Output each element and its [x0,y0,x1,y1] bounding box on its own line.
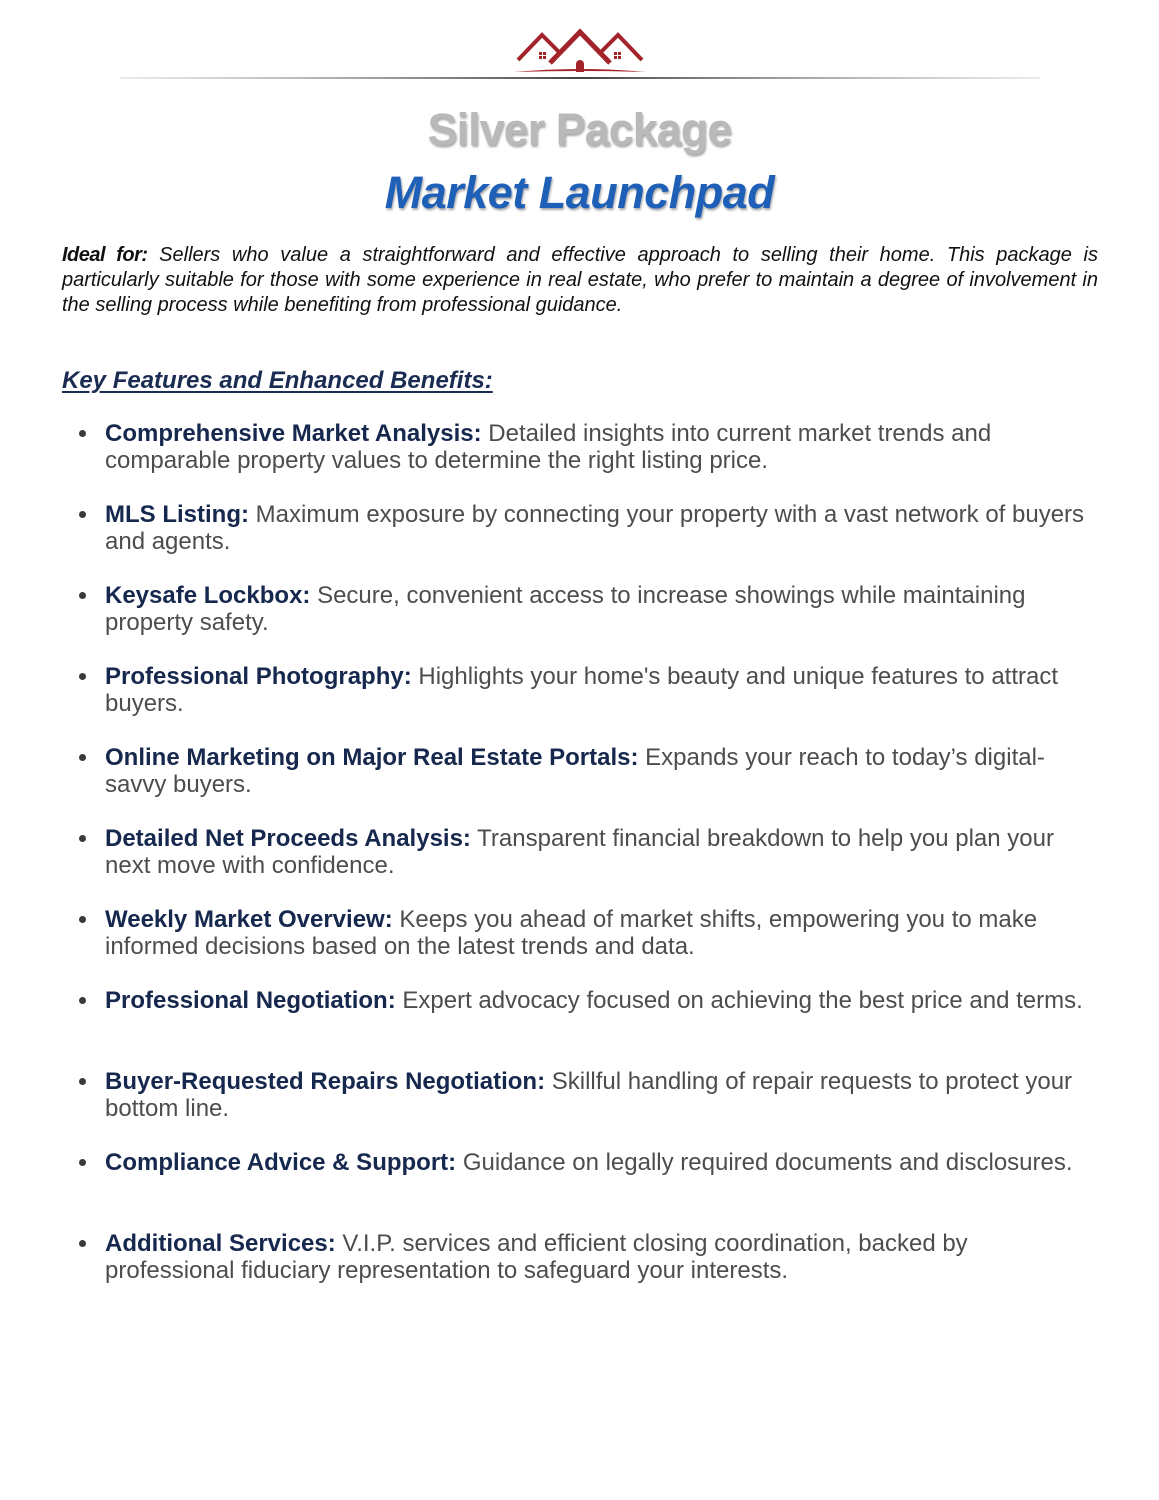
feature-name: Professional Negotiation: [105,987,396,1014]
ideal-for-label: Ideal for: [62,244,148,266]
bullet-icon [79,592,86,599]
feature-item [105,582,1100,663]
ideal-for-paragraph [62,243,1098,318]
feature-name: Online Marketing on Major Real Estate Portals: [105,744,639,771]
ideal-for-text: Sellers who value a straightforward and effective approach to selling their home. This package is particularly suitable for those with some experience in real estate, who prefer to maintain a degree of involvement in the selling process while benefiting from professional guidance. [62,244,1098,316]
feature-desc: Secure, convenient access to increase showings while maintaining property safety. [105,582,1026,636]
bullet-icon [79,673,86,680]
feature-item [105,420,1100,501]
feature-item [105,744,1100,825]
bullet-icon [79,1159,86,1166]
feature-desc: Highlights your home's beauty and unique features to attract buyers. [105,663,1059,717]
feature-desc: Expert advocacy focused on achieving the best price and terms. [402,987,1083,1014]
features-list [105,420,1100,1311]
feature-item [105,663,1100,744]
feature-name: Weekly Market Overview: [105,906,393,933]
feature-item [105,1068,1100,1149]
bullet-icon [79,430,86,437]
feature-name: Buyer-Requested Repairs Negotiation: [105,1068,546,1095]
house-roofs-logo-icon [512,26,648,76]
feature-item [105,1149,1100,1230]
bullet-icon [79,1240,86,1247]
bullet-icon [79,511,86,518]
feature-desc: Maximum exposure by connecting your property with a vast network of buyers and agents. [105,501,1085,555]
feature-desc: Transparent financial breakdown to help you plan your next move with confidence. [105,825,1054,879]
feature-item [105,501,1100,582]
package-title: Silver Package [427,104,732,155]
feature-name: Compliance Advice & Support: [105,1149,457,1176]
feature-name: Detailed Net Proceeds Analysis: [105,825,471,852]
feature-name: Additional Services: [105,1230,336,1257]
feature-name: MLS Listing: [105,501,249,528]
feature-desc: Expands your reach to today’s digital-savvy buyers. [105,744,1045,798]
package-subtitle: Market Launchpad [384,167,775,218]
feature-item [105,825,1100,906]
feature-desc: Detailed insights into current market trends and comparable property values to determine the right listing price. [105,420,992,474]
feature-desc: V.I.P. services and efficient closing coordination, backed by professional fiduciary representation to safeguard your interests. [105,1230,968,1284]
feature-desc: Skillful handling of repair requests to protect your bottom line. [105,1068,1073,1122]
feature-item [105,987,1100,1068]
feature-name: Professional Photography: [105,663,412,690]
feature-item [105,1230,1100,1311]
bullet-icon [79,835,86,842]
feature-name: Keysafe Lockbox: [105,582,311,609]
feature-item [105,906,1100,987]
feature-name: Comprehensive Market Analysis: [105,420,482,447]
header-divider [120,77,1040,80]
bullet-icon [79,997,86,1004]
feature-desc: Guidance on legally required documents and disclosures. [462,1149,1073,1176]
bullet-icon [79,1078,86,1085]
bullet-icon [79,916,86,923]
features-heading: Key Features and Enhanced Benefits: [62,367,493,394]
feature-desc: Keeps you ahead of market shifts, empowering you to make informed decisions based on the latest trends and data. [105,906,1038,960]
bullet-icon [79,754,86,761]
